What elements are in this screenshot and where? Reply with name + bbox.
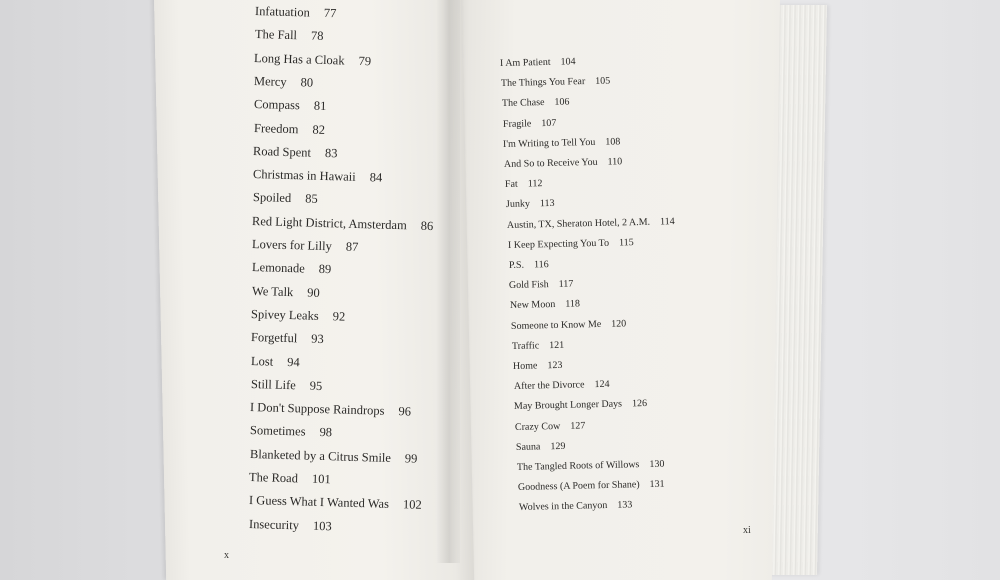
toc-entry [251, 354, 300, 370]
right-book-page [442, 0, 780, 580]
toc-entry-title: Infatuation [254, 4, 311, 20]
toc-entry-page-number: 116 [533, 259, 549, 271]
toc-entry-page-number: 126 [632, 398, 648, 410]
toc-entry-page-number: 108 [605, 136, 621, 148]
toc-entry [252, 260, 332, 277]
toc-entry [249, 470, 331, 487]
toc-entry-title: Lovers for Lilly [252, 237, 333, 254]
toc-entry-title: I Am Patient [499, 56, 551, 69]
book-gutter-shadow [436, 0, 460, 563]
toc-entry [508, 259, 548, 271]
toc-entry-page-number: 77 [323, 5, 337, 21]
toc-entry-page-number: 107 [540, 117, 556, 129]
toc-entry-page-number: 112 [527, 178, 543, 190]
toc-entry [254, 74, 314, 91]
toc-entry-page-number: 131 [649, 478, 665, 491]
toc-entry-title: Long Has a Cloak [254, 50, 346, 68]
toc-entry-title: The Things You Fear [500, 76, 586, 90]
toc-entry-title: May Brought Longer Days [514, 398, 623, 413]
toc-entry [253, 190, 318, 207]
toc-entry-page-number: 92 [332, 309, 346, 324]
toc-entry-title: Compass [253, 97, 300, 113]
toc-entry-title: I Guess What I Wanted Was [248, 493, 390, 512]
toc-entry-page-number: 101 [312, 471, 332, 487]
toc-entry-title: We Talk [251, 283, 294, 299]
toc-entry-title: Red Light District, Amsterdam [252, 213, 408, 233]
toc-entry [502, 97, 570, 110]
toc-entry-page-number: 104 [560, 56, 576, 68]
toc-entry-page-number: 102 [402, 497, 422, 513]
toc-entry-page-number: 118 [565, 298, 581, 311]
toc-entry-title: Mercy [253, 73, 287, 89]
toc-entry [255, 27, 324, 44]
toc-entry-title: Junky [505, 198, 530, 211]
toc-entry-title: Sauna [516, 441, 541, 453]
toc-entry-page-number: 115 [618, 236, 634, 249]
toc-entry-page-number: 82 [311, 122, 325, 137]
toc-entry-page-number: 78 [310, 28, 324, 44]
toc-entry [250, 423, 332, 440]
toc-entry [506, 198, 555, 210]
toc-entry-title: Road Spent [253, 143, 312, 160]
toc-entry-title: The Chase [501, 97, 545, 110]
toc-entry-page-number: 96 [398, 404, 412, 419]
toc-entry-title: Sometimes [249, 423, 306, 439]
toc-entry-page-number: 133 [616, 499, 633, 512]
toc-entry-page-number: 121 [548, 339, 565, 351]
toc-entry [253, 121, 324, 138]
toc-entry-title: The Fall [254, 27, 297, 43]
toc-entry [254, 97, 327, 114]
toc-entry-page-number: 117 [558, 278, 574, 291]
toc-entry-page-number: 83 [325, 145, 338, 161]
toc-entry [502, 117, 556, 129]
toc-entry-title: I Keep Expecting You To [507, 237, 609, 251]
toc-entry-page-number: 80 [300, 75, 314, 90]
toc-entry-page-number: 93 [311, 331, 325, 347]
toc-entry-title: Forgetful [250, 330, 298, 346]
toc-entry-title: Gold Fish [509, 279, 550, 292]
toc-entry-page-number: 90 [306, 285, 320, 300]
toc-entry-title: I Don't Suppose Raindrops [250, 400, 385, 418]
toc-entry-title: The Tangled Roots of Willows [516, 459, 640, 473]
toc-entry-page-number: 79 [358, 53, 372, 68]
toc-entry-page-number: 85 [304, 191, 318, 207]
toc-entry-title: New Moon [510, 299, 556, 312]
left-page-folio: x [224, 550, 229, 561]
toc-entry-title: Wolves in the Canyon [518, 500, 608, 514]
toc-entry-page-number: 110 [607, 156, 623, 168]
toc-entry-page-number: 120 [611, 317, 627, 330]
toc-entry-title: Austin, TX, Sheraton Hotel, 2 A.M. [506, 216, 651, 231]
toc-entry-title: Still Life [250, 376, 296, 393]
toc-entry-title: Spoiled [252, 190, 292, 206]
toc-entry-page-number: 84 [369, 170, 383, 185]
toc-entry [505, 178, 543, 190]
toc-entry [255, 4, 337, 21]
toc-entry-title: Christmas in Hawaii [252, 167, 356, 184]
toc-entry-title: Blanketed by a Citrus Smile [249, 446, 391, 465]
toc-entry-page-number: 106 [554, 96, 570, 109]
toc-entry-title: After the Divorce [513, 379, 585, 393]
toc-entry-title: Insecurity [248, 516, 300, 532]
toc-entry [515, 420, 586, 433]
toc-entry [251, 307, 346, 325]
toc-entry [510, 299, 580, 312]
toc-entry-page-number: 95 [309, 378, 322, 393]
toc-entry-page-number: 94 [286, 354, 300, 369]
toc-entry [251, 284, 319, 301]
toc-entry [250, 377, 322, 394]
toc-entry-title: Fragile [502, 117, 531, 130]
toc-entry-title: Spivey Leaks [251, 306, 320, 323]
toc-entry-page-number: 99 [404, 451, 418, 466]
toc-entry-title: Home [512, 360, 538, 372]
toc-entry-page-number: 105 [594, 75, 611, 88]
toc-entry-title: Crazy Cow [515, 420, 561, 433]
toc-entry [511, 318, 627, 332]
toc-entry-page-number: 87 [345, 239, 359, 254]
toc-entry-title: Lost [250, 353, 274, 369]
toc-entry-title: P.S. [508, 259, 524, 271]
toc-entry-title: Goodness (A Poem for Shane) [517, 479, 640, 494]
toc-entry-page-number: 124 [593, 379, 610, 391]
toc-entry-page-number: 113 [539, 198, 555, 210]
toc-entry-title: I'm Writing to Tell You [503, 136, 596, 150]
toc-entry-title: Someone to Know Me [510, 318, 602, 332]
toc-entry-page-number: 98 [319, 425, 333, 440]
toc-entry [251, 330, 324, 347]
toc-entry-page-number: 129 [550, 440, 566, 453]
toc-entry [516, 441, 566, 453]
toc-entry [249, 517, 332, 534]
toc-entry-page-number: 123 [547, 359, 563, 372]
toc-entry-page-number: 114 [659, 215, 675, 228]
toc-entry-page-number: 130 [649, 458, 665, 470]
toc-entry-title: Freedom [253, 120, 299, 136]
toc-entry [513, 360, 563, 372]
toc-entry [254, 51, 371, 69]
toc-entry-title: And So to Receive You [504, 156, 598, 170]
toc-entry-title: Lemonade [251, 260, 305, 276]
toc-entry [512, 340, 564, 352]
toc-entry-page-number: 86 [421, 218, 434, 233]
toc-entry-page-number: 127 [570, 420, 586, 432]
toc-entry-title: Fat [504, 178, 518, 191]
toc-entry-title: Traffic [511, 340, 540, 352]
toc-entry-title: The Road [249, 470, 299, 486]
toc-entry-page-number: 89 [318, 262, 332, 277]
toc-entry-page-number: 81 [313, 98, 327, 114]
toc-entry-page-number: 103 [312, 518, 332, 533]
toc-entry [509, 279, 574, 291]
toc-entry [252, 237, 359, 255]
toc-entry [500, 56, 576, 69]
right-page-folio: xi [743, 525, 751, 536]
toc-entry [253, 144, 338, 161]
